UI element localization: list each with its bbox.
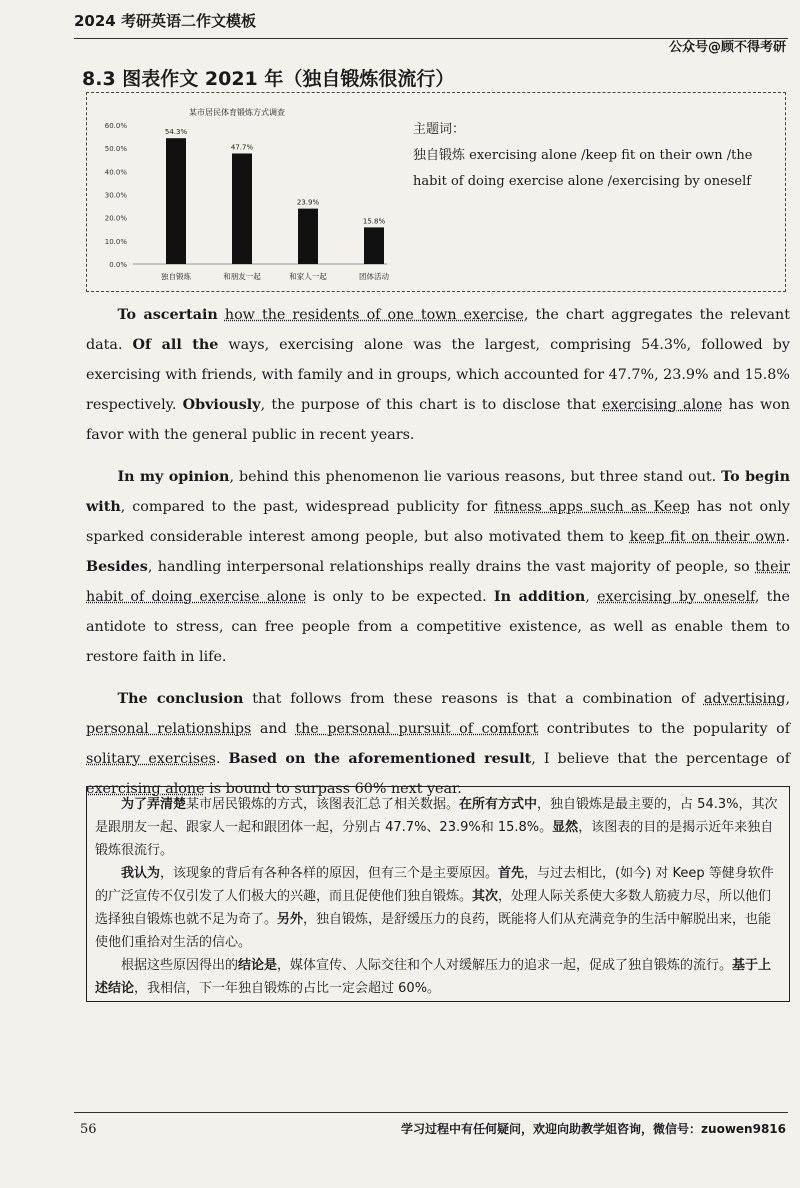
essay-text: is bound to surpass 60% next year. xyxy=(204,781,462,797)
page-number: 56 xyxy=(80,1122,97,1137)
translation-text: ，该现象的背后有各种各样的原因，但有三个是主要原因。 xyxy=(160,866,499,881)
essay-text: the chart aggregates the relevant data. xyxy=(86,307,791,353)
essay-text: . xyxy=(215,751,229,767)
keyword-text: 独自锻炼 exercising alone /keep fit on their own /the habit of doing exercise alone /exercising by oneself xyxy=(413,148,753,189)
y-axis-ticks xyxy=(105,122,128,269)
footer-divider xyxy=(74,1112,788,1113)
bar xyxy=(166,138,186,264)
phrase-bold: To ascertain xyxy=(117,307,218,323)
phrase-underlined: solitary exercises xyxy=(86,751,216,767)
essay-text: the antidote to stress, can free people from a competitive existence, as well as enable them to restore faith in life. xyxy=(86,589,791,665)
bar xyxy=(232,153,252,264)
essay-text: has won favor with the general public in recent years. xyxy=(86,397,791,443)
translation-text: ，与过去相比，(如今) 对 Keep 等健身软件的广泛宣传不仅引发了人们极大的兴趣，而且促使他们独自锻炼。 xyxy=(95,866,774,904)
translation-box xyxy=(86,786,790,1002)
phrase-bold: In my opinion xyxy=(117,469,230,485)
translation-paragraph-2 xyxy=(95,862,781,954)
phrase-bold: 显然 xyxy=(552,820,579,835)
phrase-bold: 首先 xyxy=(498,866,525,881)
essay-text: contributes to the popularity of xyxy=(538,721,790,737)
phrase-underlined: advertising xyxy=(703,691,786,707)
phrase-bold: The conclusion xyxy=(117,691,244,707)
phrase-bold: Besides xyxy=(86,559,148,575)
essay-text: is only to be expected. xyxy=(306,589,494,605)
translation-text: 某市居民锻炼的方式，该图表汇总了相关数据。 xyxy=(186,797,460,812)
phrase-underlined: exercising alone xyxy=(86,781,205,797)
essay-text: that follows from these reasons is that a combination of xyxy=(243,691,704,707)
phrase-bold: Based on the aforementioned result xyxy=(228,751,532,767)
phrase-underlined: exercising by oneself, xyxy=(597,589,760,605)
phrase-bold: 结论是 xyxy=(238,958,278,973)
essay-paragraph-2 xyxy=(86,462,790,672)
translation-text: ，该图表的目的是揭示近年来独自锻炼很流行。 xyxy=(95,820,774,858)
essay-text: , xyxy=(785,691,790,707)
essay-paragraph-1 xyxy=(86,300,790,450)
y-tick-label: 30.0% xyxy=(104,191,127,200)
section-title: 8.3 图表作文 2021 年（独自锻炼很流行） xyxy=(82,68,455,90)
essay xyxy=(86,300,790,816)
y-tick-label: 50.0% xyxy=(104,145,127,154)
phrase-underlined: exercising alone xyxy=(602,397,723,413)
phrase-underlined: personal relationships xyxy=(86,721,252,737)
phrase-bold: Of all the xyxy=(132,337,219,353)
chart-box xyxy=(86,92,786,292)
essay-text: , behind this phenomenon lie various reasons, but three stand out. xyxy=(229,469,722,485)
translation-paragraph-1 xyxy=(95,793,781,862)
y-tick-label: 40.0% xyxy=(104,168,127,177)
phrase-bold: To begin with xyxy=(86,469,790,515)
phrase-underlined: keep fit on their own xyxy=(629,529,786,545)
translation-text: ，媒体宣传、人际交往和个人对缓解压力的追求一起，促成了独自锻炼的流行。 xyxy=(277,958,733,973)
essay-text: has not only sparked considerable interest among people, but also motivated them to xyxy=(86,499,790,545)
y-tick-label: 20.0% xyxy=(104,214,127,223)
bar xyxy=(364,227,384,264)
translation-text: ，处理人际关系使大多数人筋疲力尽，所以他们选择独自锻炼也就不足为奇了。 xyxy=(95,889,772,927)
translation-paragraph-3 xyxy=(95,954,781,1000)
y-tick-label: 0.0% xyxy=(109,261,127,269)
category-label: 和朋友一起 xyxy=(223,272,261,281)
phrase-bold: 在所有方式中 xyxy=(459,797,538,812)
essay-text: , handling interpersonal relationships really drains the vast majority of people, so xyxy=(147,559,756,575)
phrase-underlined: fitness apps such as Keep xyxy=(494,499,690,515)
footer-contact: 学习过程中有任何疑问，欢迎向助教学姐咨询，微信号：zuowen9816 xyxy=(401,1122,786,1136)
phrase-bold: 我认为 xyxy=(121,866,161,881)
category-label: 团体活动 xyxy=(359,272,389,281)
keyword-box xyxy=(413,117,783,195)
phrase-bold: Obviously xyxy=(182,397,261,413)
bar-value-label: 15.8% xyxy=(362,217,386,226)
phrase-bold: 其次 xyxy=(472,889,499,904)
category-label: 独自锻炼 xyxy=(161,272,191,281)
phrase-underlined: how the residents of one town exercise, xyxy=(224,307,529,323)
bar-value-label: 23.9% xyxy=(296,198,320,207)
essay-text: , I believe that the percentage of xyxy=(531,751,790,767)
essay-text: , xyxy=(585,589,598,605)
essay-text: , the purpose of this chart is to disclose that xyxy=(260,397,603,413)
phrase-bold: 基于上述结论 xyxy=(95,958,772,996)
essay-text: ways, exercising alone was the largest, comprising 54.3%, followed by exercising with friends, with family and in groups, which accounted for 47.7%, 23.9% and 15.8% respectively. xyxy=(86,337,790,413)
essay-text: , compared to the past, widespread publicity for xyxy=(120,499,495,515)
translation-text: ，独自锻炼是最主要的，占 54.3%，其次是跟朋友一起、跟家人一起和跟团体一起，分别占 47.7%、23.9%和 15.8%。 xyxy=(95,797,778,835)
book-title: 2024 考研英语二作文模板 xyxy=(74,12,256,30)
y-tick-label: 10.0% xyxy=(104,237,127,246)
phrase-bold: 另外 xyxy=(277,912,304,927)
header-divider xyxy=(74,38,788,39)
translation-text: ，我相信，下一年独自锻炼的占比一定会超过 60%。 xyxy=(134,981,441,996)
category-label: 和家人一起 xyxy=(289,272,327,281)
phrase-underlined: their habit of doing exercise alone xyxy=(86,559,790,605)
account-name: 公众号@顾不得考研 xyxy=(668,40,786,55)
essay-text: and xyxy=(251,721,296,737)
bar-value-label: 54.3% xyxy=(164,128,188,137)
bars-group xyxy=(161,128,389,281)
bar xyxy=(298,209,318,264)
essay-text: . xyxy=(785,529,790,545)
bar-chart xyxy=(87,93,407,291)
y-tick-label: 60.0% xyxy=(104,122,127,130)
phrase-underlined: the personal pursuit of comfort xyxy=(295,721,539,737)
translation-text: 根据这些原因得出的 xyxy=(121,958,239,973)
phrase-bold: 为了弄清楚 xyxy=(121,797,187,812)
keyword-label: 主题词： xyxy=(413,122,466,137)
bar-value-label: 47.7% xyxy=(230,143,254,152)
chart-title: 某市居民体育锻炼方式调查 xyxy=(189,108,285,117)
phrase-bold: In addition xyxy=(493,589,586,605)
translation-text: ，独自锻炼，是舒缓压力的良药，既能将人们从充满竞争的生活中解脱出来，也能使他们重拾对生活的信心。 xyxy=(95,912,772,950)
